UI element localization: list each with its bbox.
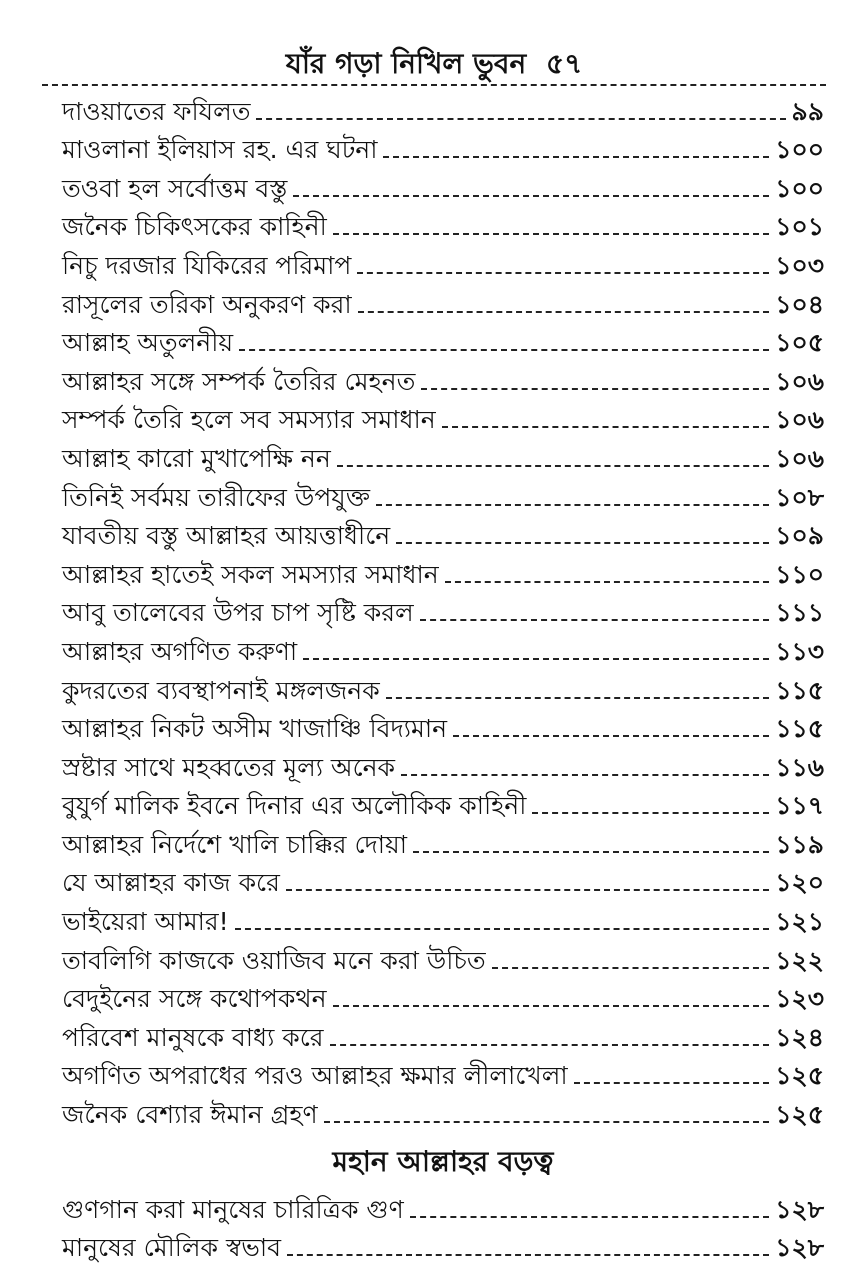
entry-page-number: ১১৬ (775, 752, 824, 782)
toc-entry (62, 710, 824, 749)
entry-title: আবু তালেবের উপর চাপ সৃষ্টি করল (62, 598, 414, 628)
entry-title: বেদুইনের সঙ্গে কথোপকথন (62, 984, 327, 1014)
entry-page-number: ১০৫ (775, 328, 824, 358)
toc-entry (62, 1095, 824, 1134)
entry-page-number: ১২৮ (775, 1194, 824, 1224)
dot-leader (333, 1005, 770, 1007)
entry-title: কুদরতের ব্যবস্থাপনাই মঙ্গলজনক (62, 675, 380, 705)
entry-title: অগণিত অপরাধের পরও আল্লাহর ক্ষমার লীলাখেলা (62, 1061, 568, 1091)
entry-page-number: ১০১ (775, 212, 824, 242)
entry-title: আল্লাহর নিকট অসীম খাজাঞ্চি বিদ্যমান (62, 714, 448, 744)
entry-page-number: ১২৮ (775, 1233, 824, 1263)
entry-title: মানুষের মৌলিক স্বভাব (62, 1233, 281, 1263)
dot-leader (330, 1044, 770, 1046)
dot-leader (492, 967, 770, 969)
dot-leader (357, 272, 769, 274)
entry-title: আল্লাহর নির্দেশে খালি চাক্কির দোয়া (62, 829, 407, 859)
dot-leader (256, 118, 785, 120)
dot-leader (303, 658, 769, 660)
toc-entry (62, 1057, 824, 1096)
toc-entry (62, 555, 824, 594)
running-header (0, 44, 868, 84)
entry-title: যে আল্লাহর কাজ করে (62, 868, 280, 898)
toc-entry (62, 517, 824, 556)
dot-leader (383, 156, 769, 158)
entry-page-number: ১১৯ (775, 829, 824, 859)
toc-entry (62, 1018, 824, 1057)
toc-entry (62, 980, 824, 1019)
entry-page-number: ১২২ (775, 945, 824, 975)
entry-title: মাওলানা ইলিয়াস রহ. এর ঘটনা (62, 135, 378, 165)
toc-entry (62, 902, 824, 941)
entry-title: আল্লাহর সঙ্গে সম্পর্ক তৈরির মেহনত (62, 366, 416, 396)
dot-leader (401, 774, 769, 776)
toc-entry (62, 594, 824, 633)
entry-title: তওবা হল সর্বোত্তম বস্তু (62, 173, 288, 203)
entry-page-number: ১২০ (775, 868, 824, 898)
dot-leader (396, 542, 769, 544)
entry-page-number: ১০৯ (775, 521, 824, 551)
dot-leader (324, 1121, 770, 1123)
dot-leader (445, 581, 770, 583)
toc-entry (62, 439, 824, 478)
dot-leader (376, 504, 769, 506)
entry-page-number: ১১৭ (775, 791, 824, 821)
entry-title: জনৈক চিকিৎসকের কাহিনী (62, 212, 327, 242)
entry-title: তাবলিগি কাজকে ওয়াজিব মনে করা উচিত (62, 945, 486, 975)
dot-leader (333, 233, 770, 235)
dot-leader (358, 311, 770, 313)
dot-leader (337, 465, 769, 467)
entry-title: আল্লাহ অতুলনীয় (62, 328, 234, 358)
toc-entry (62, 285, 824, 324)
entry-page-number: ১০৮ (775, 482, 824, 512)
entry-page-number: ১০৩ (775, 250, 824, 280)
entry-page-number: ১০০ (775, 135, 824, 165)
entry-title: দাওয়াতের ফযিলত (62, 96, 251, 126)
toc-entry (62, 208, 824, 247)
dot-leader (574, 1082, 770, 1084)
entry-page-number: ১১০ (775, 559, 824, 589)
toc-section-entries (62, 1190, 824, 1267)
entry-title: নিচু দরজার যিকিরের পরিমাপ (62, 250, 352, 280)
toc-entries (62, 92, 824, 1134)
entry-page-number: ১১৫ (775, 675, 824, 705)
dot-leader (421, 388, 769, 390)
dot-leader (420, 619, 770, 621)
entry-page-number: ১০৬ (775, 366, 824, 396)
entry-title: রাসূলের তরিকা অনুকরণ করা (62, 289, 352, 319)
dot-leader (410, 1216, 770, 1218)
dot-leader (413, 851, 769, 853)
entry-page-number: ১২৩ (775, 984, 824, 1014)
entry-page-number: ১০০ (775, 173, 824, 203)
entry-title: বুযুর্গ মালিক ইবনে দিনার এর অলৌকিক কাহিনী (62, 791, 527, 821)
toc-entry (62, 671, 824, 710)
toc-entry (62, 748, 824, 787)
toc-entry (62, 131, 824, 170)
entry-title: আল্লাহর হাতেই সকল সমস্যার সমাধান (62, 559, 439, 589)
toc-entry (62, 825, 824, 864)
entry-title: আল্লাহর অগণিত করুণা (62, 636, 298, 666)
toc-entry (62, 324, 824, 363)
toc-entry (62, 1229, 824, 1267)
entry-page-number: ১২৪ (775, 1022, 824, 1052)
entry-page-number: ১২৫ (775, 1100, 824, 1130)
book-title: যাঁর গড়া নিখিল ভুবন (285, 47, 527, 80)
entry-page-number: ৯৯ (791, 96, 824, 126)
toc-entry (62, 169, 824, 208)
page-number: ৫৭ (545, 47, 583, 80)
dot-leader (286, 889, 769, 891)
toc-entry (62, 401, 824, 440)
entry-page-number: ১০৬ (775, 405, 824, 435)
toc-entry (62, 1190, 824, 1229)
toc-entry (62, 632, 824, 671)
toc-entry (62, 941, 824, 980)
dot-leader (287, 1254, 769, 1256)
dot-leader (293, 195, 769, 197)
table-of-contents (62, 92, 824, 1267)
entry-title: যাবতীয় বস্তু আল্লাহর আয়ত্তাধীনে (62, 521, 391, 551)
dot-leader (442, 426, 770, 428)
entry-title: পরিবেশ মানুষকে বাধ্য করে (62, 1022, 324, 1052)
toc-entry (62, 92, 824, 131)
entry-page-number: ১১১ (775, 598, 824, 628)
entry-title: তিনিই সর্বময় তারীফের উপযুক্ত (62, 482, 370, 512)
toc-entry (62, 478, 824, 517)
entry-page-number: ১০৪ (775, 289, 824, 319)
toc-entry (62, 246, 824, 285)
dot-leader (532, 812, 769, 814)
dot-leader (235, 928, 770, 930)
entry-title: সম্পর্ক তৈরি হলে সব সমস্যার সমাধান (62, 405, 436, 435)
entry-title: ভাইয়েরা আমার! (62, 907, 229, 937)
dot-leader (386, 697, 770, 699)
entry-title: স্রষ্টার সাথে মহব্বতের মূল্য অনেক (62, 752, 396, 782)
dot-leader (239, 349, 769, 351)
entry-title: জনৈক বেশ্যার ঈমান গ্রহণ (62, 1100, 318, 1130)
section-heading: মহান আল্লাহর বড়ত্ব (332, 1145, 554, 1179)
dot-leader (453, 735, 769, 737)
entry-title: গুণগান করা মানুষের চারিত্রিক গুণ (62, 1194, 404, 1224)
entry-page-number: ১২৫ (775, 1061, 824, 1091)
toc-entry (62, 362, 824, 401)
entry-page-number: ১০৬ (775, 443, 824, 473)
entry-page-number: ১১৫ (775, 714, 824, 744)
entry-title: আল্লাহ কারো মুখাপেক্ষি নন (62, 443, 331, 473)
toc-entry (62, 787, 824, 826)
toc-entry (62, 864, 824, 903)
entry-page-number: ১২১ (775, 907, 824, 937)
header-divider (42, 84, 826, 86)
entry-page-number: ১১৩ (775, 636, 824, 666)
